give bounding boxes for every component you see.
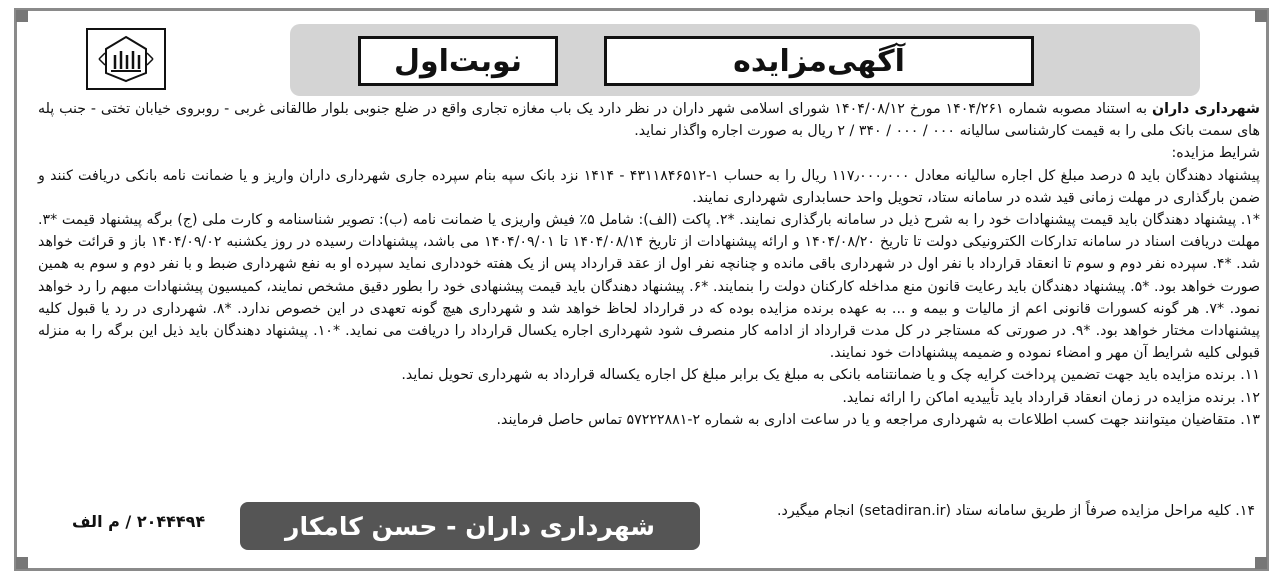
notice-body (38, 98, 1260, 431)
item-13: ۱۳. متقاضیان میتوانند جهت کسب اطلاعات به شهرداری مراجعه و یا در ساعت اداری به شماره ۲-۵۷۲۲۲۸۸۱ تماس حاصل فرمایند. (496, 411, 1260, 428)
deposit-paragraph: پیشنهاد دهندگان باید ۵ درصد مبلغ کل اجاره سالیانه معادل ۱۱۷٫۰۰۰٫۰۰۰ ریال را به حساب ۱-۴۳۱۱۸۴۶۵۱۲ - ۱۴۱۴ نزد بانک سپه بنام سپرده جاری شهرداری داران واریز و یا ضمانت نامه بانکی دریافت کنند و ضمن بارگذاری در مهلت زمانی قید شده در سامانه ستاد، تحویل واحد حسابداری شهرداری نمایند. (38, 167, 1261, 206)
notice-round: نوبت‌اول (358, 36, 558, 86)
item-11: ۱۱. برنده مزایده باید جهت تضمین پرداخت کرایه چک و یا ضمانتنامه بانکی به مبلغ یک برابر مبلغ کل اجاره یکساله قرارداد به شهرداری تحویل نماید. (401, 367, 1260, 384)
intro-text: به استناد مصوبه شماره ۱۴۰۴/۲۶۱ مورخ ۱۴۰۴/۰۸/۱۲ شورای اسلامی شهر داران در نظر دارد یک باب مغازه تجاری واقع در ضلع جنوبی بلوار طالقانی غربی - روبروی خیابان تختی - جنب پله های سمت بانک ملی را به قیمت کارشناسی سالیانه ۰۰۰ / ۰۰۰ / ۳۴۰ / ۲ ریال به صورت اجاره واگذار نماید. (38, 101, 1260, 140)
conditions-heading: شرایط مزایده: (1171, 145, 1260, 162)
reference-number: ۲۰۴۴۴۹۴ / م الف (72, 512, 206, 531)
border-corner (16, 10, 28, 22)
signature-box: شهرداری داران - حسن کامکار (240, 502, 700, 550)
notice-title: آگهی‌مزایده (604, 36, 1034, 86)
clauses-paragraph: *۱. پیشنهاد دهندگان باید قیمت پیشنهادات خود را به شرح ذیل در سامانه بارگذاری نمایند. *۲. پاکت (الف): شامل ۵٪ فیش واریزی یا ضمانت نامه (ب): تصویر شناسنامه و کارت ملی (ج) برگه پیشنهاد قیمت *۳. مهلت دریافت اسناد در سامانه تدارکات الکترونیکی دولت تا تاریخ ۱۴۰۴/۰۸/۲۰ و ارائه پیشنهادات از تاریخ ۱۴۰۴/۰۸/۱۴ تا ۱۴۰۴/۰۹/۰۱ می باشد، پیشنهادات رسیده در روز یکشنبه ۱۴۰۴/۰۹/۰۲ باز و قرائت خواهد شد. *۴. سپرده نفر دوم و سوم تا انعقاد قرارداد با نفر اول در شهرداری باقی مانده و چنانچه نفر اول از عقد قرارداد پس از یک هفته خودداری نماید سپرده او به نفع شهرداری ضبط و با نفر دوم و سوم به همین صورت خواهد بود. *۵. پیشنهاد دهندگان باید رعایت قانون منع مداخله کارکنان دولت را بنمایند. *۶. پیشنهاد دهندگان باید قیمت پیشنهادی خود را بطور دقیق مشخص نمایند، کمیسیون پیشنهادات مبهم را رد خواهد نمود. *۷. هر گونه کسورات قانونی اعم از مالیات و بیمه و ... به عهده برنده مزایده بوده که در قرارداد لحاظ خواهد شد و شهرداری هیچ گونه تعهدی در این خصوص ندارد. *۸. شهرداری در رد یا قبول کلیه پیشنهادات مختار خواهد بود. *۹. در صورتی که مستاجر در کل مدت قرارداد از ادامه کار منصرف شود شهرداری اجاره یکسال قرارداد را دریافت می نماید. *۱۰. پیشنهاد دهندگان باید ذیل این برگه را به منزله قبولی کلیه شرایط آن مهر و امضاء نموده و ضمیمه پیشنهادات خود نمایند. (38, 212, 1260, 362)
item-12: ۱۲. برنده مزایده در زمان انعقاد قرارداد باید تأییدیه اماکن را ارائه نماید. (842, 389, 1260, 406)
emblem-icon (91, 33, 161, 85)
municipality-logo (86, 28, 166, 90)
item-14: ۱۴. کلیه مراحل مزایده صرفاً از طریق سامانه ستاد (setadiran.ir) انجام میگیرد. (777, 503, 1255, 519)
municipality-name: شهرداری داران (1151, 101, 1261, 117)
border-corner (1255, 557, 1267, 569)
border-corner (16, 557, 28, 569)
border-corner (1255, 10, 1267, 22)
intro-paragraph (38, 98, 1260, 142)
